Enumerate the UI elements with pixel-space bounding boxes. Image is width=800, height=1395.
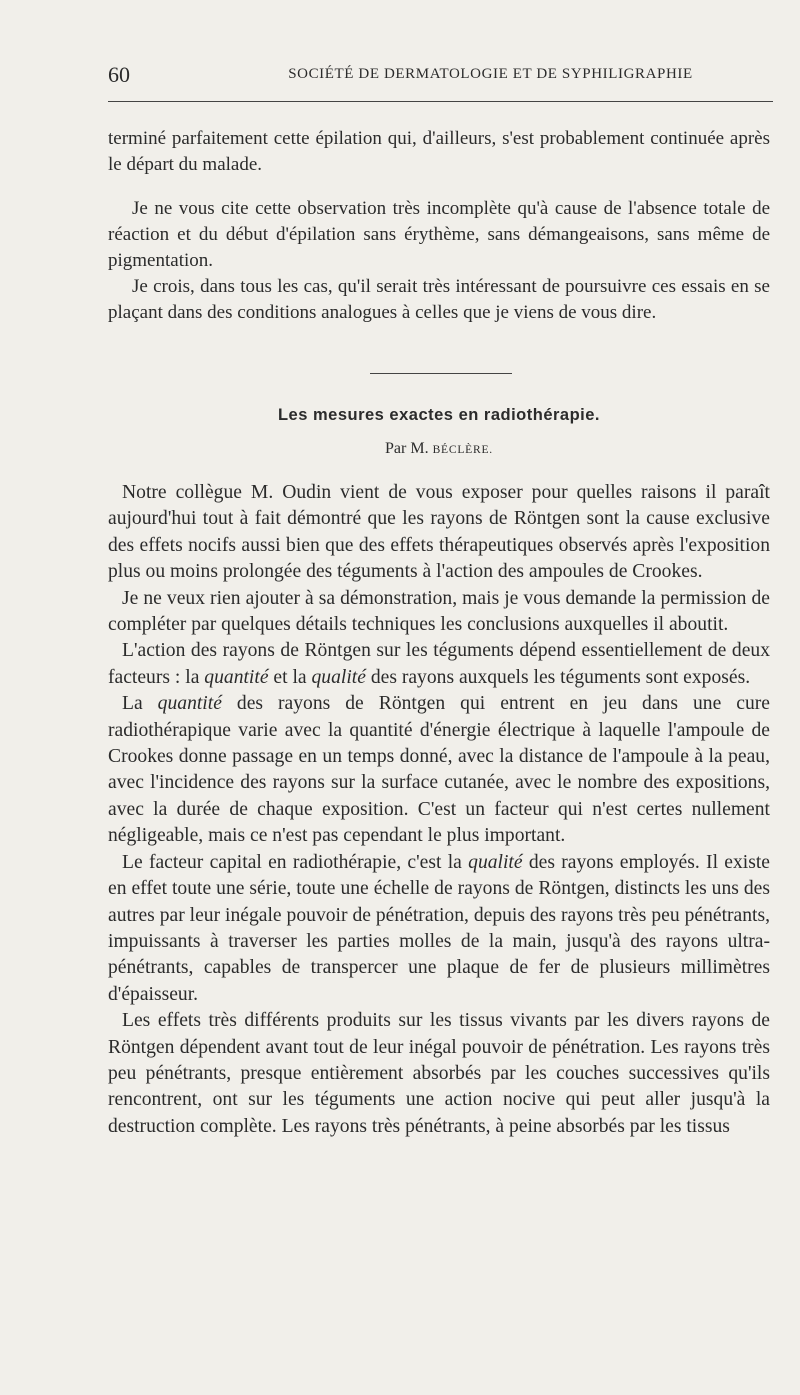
article-title: Les mesures exactes en radiothérapie. [277,406,601,424]
text-run: La [122,693,158,715]
paragraph: Notre collègue M. Oudin vient de vous exposer pour quelles raisons il paraît aujourd'hui tout à fait démontré que les rayons de Röntgen sont la cause exclusive des effets nocifs aussi bien que des effets thérapeutiques observés après l'exposition plus ou moins prolongée des téguments à l'action des ampoules de Crookes. [108,482,770,583]
text-run: des rayons de Röntgen qui entrent en jeu dans une cure radiothérapique varie avec la quantité d'énergie électrique à laquelle l'ampoule de Crookes donne passage en un temps donné, avec la distance de l'ampoule à la peau, avec l'incidence des rayons sur la surface cutanée, avec le nombre des expositions, avec la durée de chaque exposition. C'est un facteur qui n'est certes nullement négligeable, mais ce n'est pas cependant le plus important. [108,693,770,847]
text-run: et la [268,666,312,688]
byline-author: BÉCLÈRE. [432,444,493,456]
text-run: L'action des rayons de Röntgen sur les téguments dépend essentiellement de deux facteurs : la [108,640,770,688]
running-head: SOCIÉTÉ DE DERMATOLOGIE ET DE SYPHILIGRAPHIE [288,66,693,82]
paragraph: Je crois, dans tous les cas, qu'il serait très intéressant de poursuivre ces essais en se plaçant dans des conditions analogues à celles que je viens de vous dire. [108,276,770,323]
article-body [108,480,770,1140]
byline [108,440,770,458]
italic-term: quantité [204,666,269,688]
paragraph: Je ne veux rien ajouter à sa démonstration, mais je vous demande la permission de compléter par quelques détails techniques les conclusions auxquelles il aboutit. [108,587,770,636]
paragraph [108,691,770,849]
paragraph [108,850,770,1008]
previous-article-ending [108,126,770,326]
header-rule [108,101,773,102]
text-run: des rayons auxquels les téguments sont exposés. [365,666,751,688]
text-run: Le facteur capital en radiothérapie, c'est la [122,851,469,873]
italic-term: quantité [157,693,222,715]
section-separator [370,373,512,374]
paragraph: Je ne vous cite cette observation très incomplète qu'à cause de l'absence totale de réaction et du début d'épilation sans érythème, sans démangeaisons, sans même de pigmentation. [108,198,770,271]
paragraph: Les effets très différents produits sur les tissus vivants par les divers rayons de Röntgen dépendent avant tout de leur inégal pouvoir de pénétration. Les rayons très peu pénétrants, presque entièrement absorbés par les couches successives qu'ils rencontrent, ont sur les téguments une action nocive qui peut aller jusqu'à la destruction complète. Les rayons très pénétrants, à peine absorbés par les tissus [108,1010,770,1137]
paragraph [108,638,770,691]
page-header [108,62,773,92]
text-run: des rayons employés. Il existe en effet toute une série, toute une échelle de rayons de Röntgen, distincts les uns des autres par leur inégale pouvoir de pénétration, depuis des rayons très peu pénétrants, impuissants à traverser les parties molles de la main, jusqu'à des rayons ultra-pénétrants, capables de transpercer une plaque de fer de plusieurs millimètres d'épaisseur. [108,851,771,1005]
italic-term: qualité [311,666,366,688]
italic-term: qualité [468,851,523,873]
paragraph: terminé parfaitement cette épilation qui, d'ailleurs, s'est probablement continuée après le départ du malade. [108,128,770,175]
page-number: 60 [108,62,130,87]
byline-prefix: Par M. [385,440,429,457]
